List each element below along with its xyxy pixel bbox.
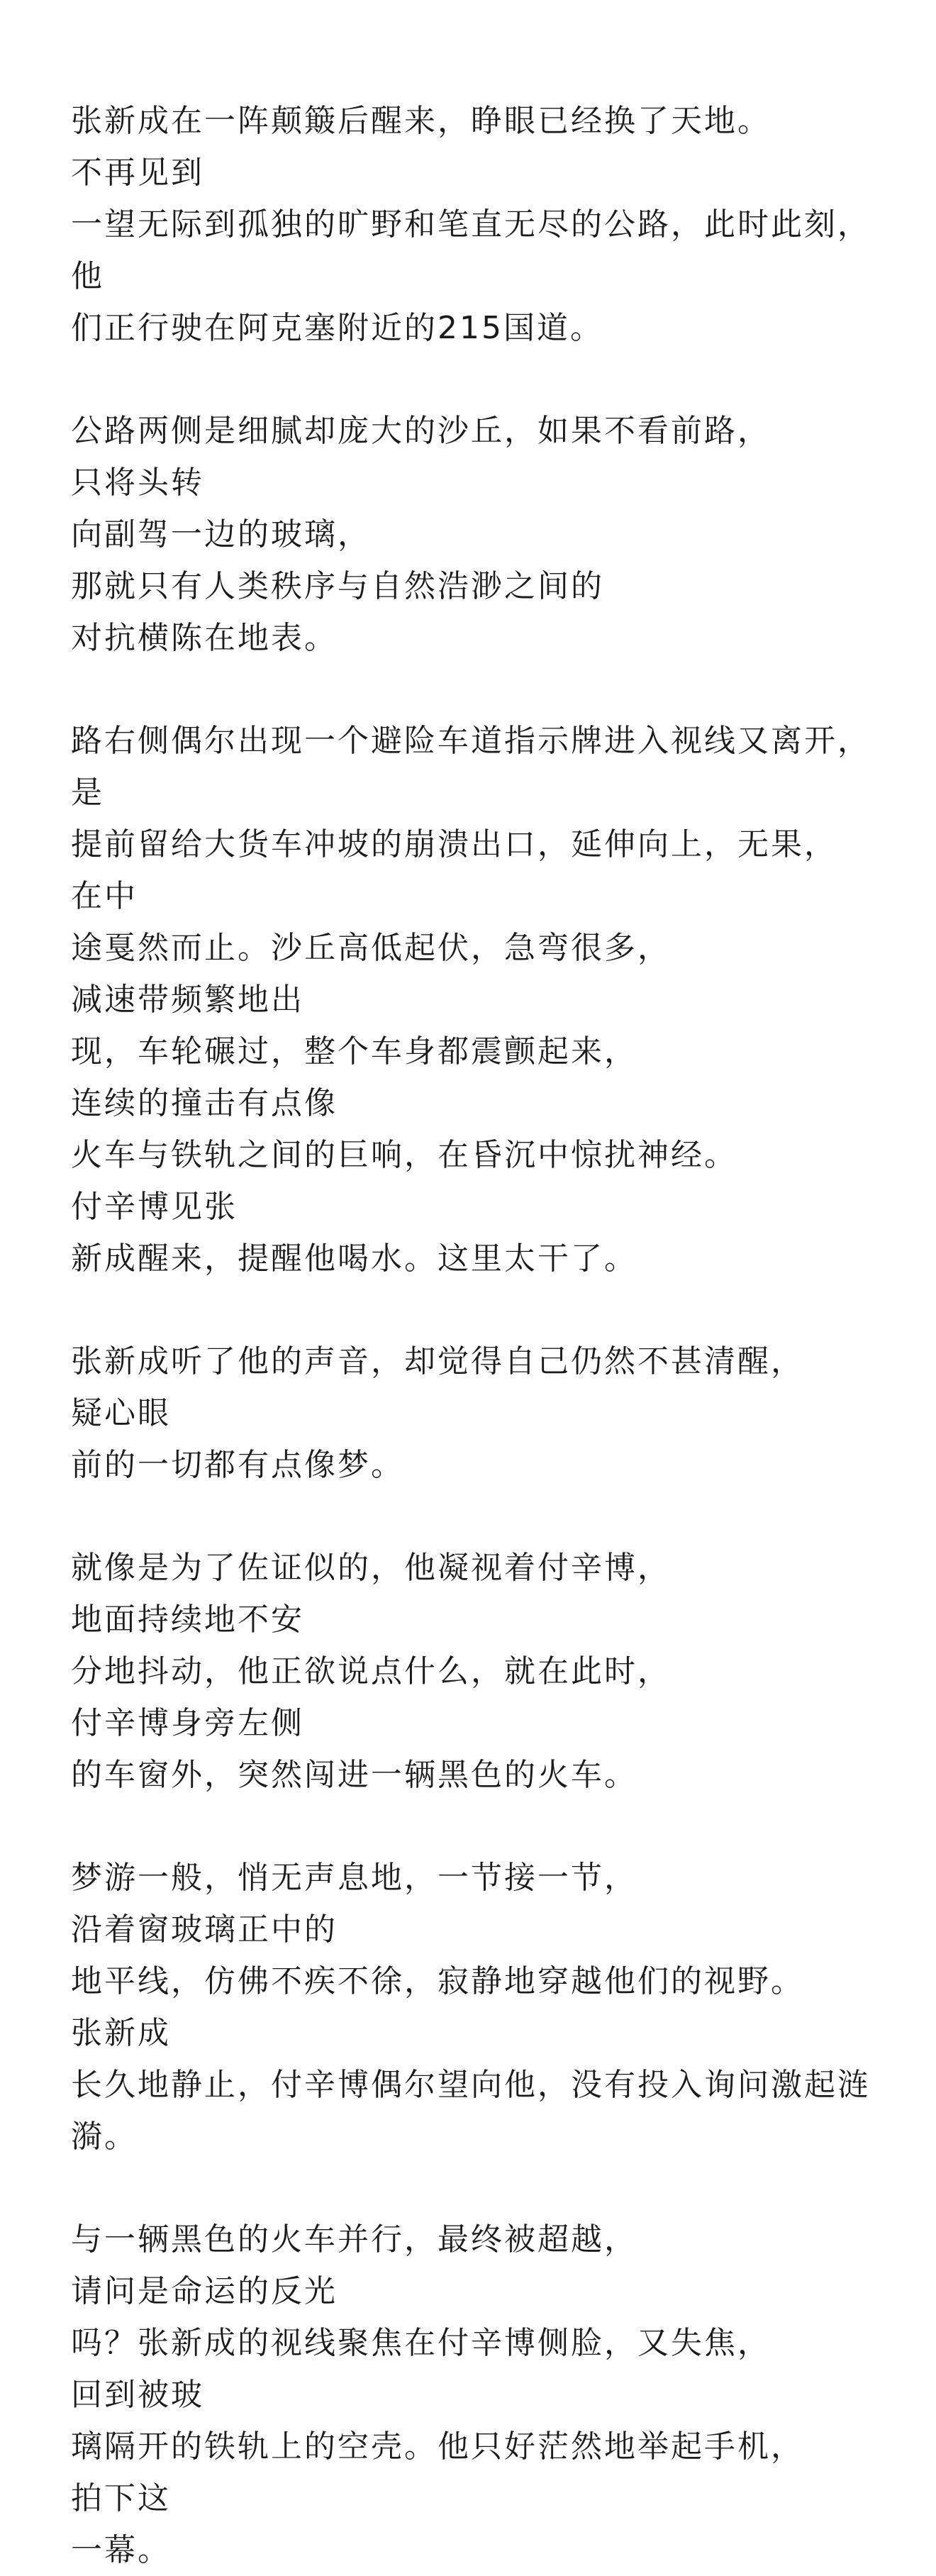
paragraph-6: 梦游一般，悄无声息地，一节接一节，沿着窗玻璃正中的 地平线，仿佛不疾不徐，寂静地穿越他们的视野。张新成 长久地静止，付辛博偶尔望向他，没有投入询问激起涟 漪。 bbox=[71, 1860, 871, 2155]
paragraph-1: 张新成在一阵颠簸后醒来，睁眼已经换了天地。不再见到 一望无际到孤独的旷野和笔直无尽的公路，此时此刻，他 们正行驶在阿克塞附近的215国道。 bbox=[71, 103, 871, 346]
paragraph-4: 张新成听了他的声音，却觉得自己仍然不甚清醒，疑心眼 前的一切都有点像梦。 bbox=[71, 1343, 804, 1483]
paragraph-2: 公路两侧是细腻却庞大的沙丘，如果不看前路，只将头转 向副驾一边的玻璃，那就只有人类秩序与自然浩渺之间的 对抗横陈在地表。 bbox=[71, 413, 771, 656]
paragraph-7: 与一辆黑色的火车并行，最终被超越，请问是命运的反光 吗？张新成的视线聚焦在付辛博侧脸，又失焦，回到被玻 璃隔开的铁轨上的空壳。他只好茫然地举起手机，拍下这 一幕。 bbox=[71, 2221, 804, 2568]
article-body bbox=[71, 95, 872, 2576]
paragraph-5: 就像是为了佐证似的，他凝视着付辛博，地面持续地不安 分地抖动，他正欲说点什么，就在此时，付辛博身旁左侧 的车窗外，突然闯进一辆黑色的火车。 bbox=[71, 1550, 671, 1793]
paragraph-3: 路右侧偶尔出现一个避险车道指示牌进入视线又离开，是 提前留给大货车冲坡的崩溃出口，延伸向上，无果，在中 途戛然而止。沙丘高低起伏，急弯很多，减速带频繁地出 现，车轮碾过，整个车身都震颤起来，连续的撞击有点像 火车与铁轨之间的巨响，在昏沉中惊扰神经。付辛博见张 新成醒来，提醒他喝水。这里太干了。 bbox=[71, 723, 871, 1277]
